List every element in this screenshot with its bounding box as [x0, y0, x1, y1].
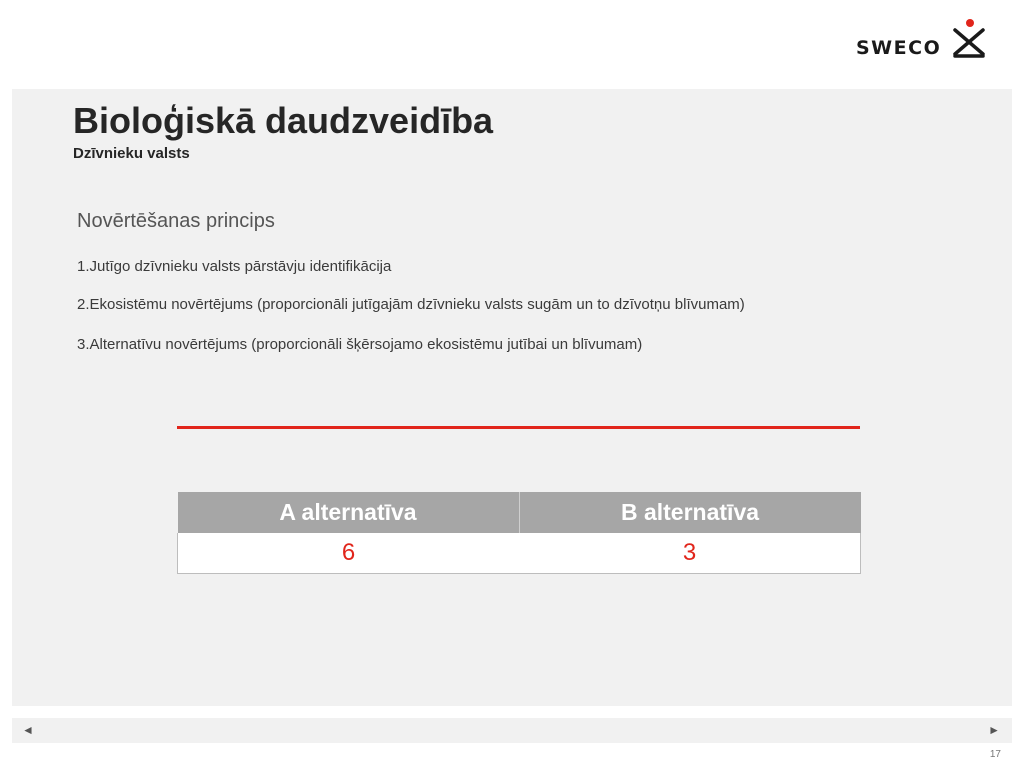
- table-value-cell: 6: [178, 533, 520, 574]
- principle-item: 1.Jutīgo dzīvnieku valsts pārstāvju identifikācija: [77, 258, 392, 275]
- alternatives-table: [177, 492, 861, 574]
- table-header-row: [178, 492, 861, 533]
- slide-title: Bioloģiskā daudzveidība: [73, 100, 494, 141]
- red-divider: [177, 426, 860, 429]
- sweco-logo-icon: [952, 18, 992, 62]
- principle-item: 3.Alternatīvu novērtējums (proporcionāli šķērsojamo ekosistēmu jutībai un blīvumam): [77, 336, 643, 353]
- slide-content: [12, 89, 1012, 706]
- table-header-cell: B alternatīva: [519, 492, 861, 533]
- table-value-cell: 3: [519, 533, 861, 574]
- sweco-logo: [856, 18, 992, 62]
- next-slide-icon[interactable]: ►: [988, 723, 1000, 737]
- slide-subtitle: Dzīvnieku valsts: [73, 145, 190, 162]
- logo-text: SWECO: [856, 37, 942, 59]
- table-header-cell: A alternatīva: [178, 492, 520, 533]
- table-row: [178, 533, 861, 574]
- principle-item: 2.Ekosistēmu novērtējums (proporcionāli jutīgajām dzīvnieku valsts sugām un to dzīvotņu blīvumam): [77, 296, 745, 313]
- slide-navigation-bar: [12, 718, 1012, 743]
- previous-slide-icon[interactable]: ◄: [22, 723, 34, 737]
- section-heading: Novērtēšanas princips: [77, 210, 275, 232]
- page-number: 17: [989, 749, 1001, 760]
